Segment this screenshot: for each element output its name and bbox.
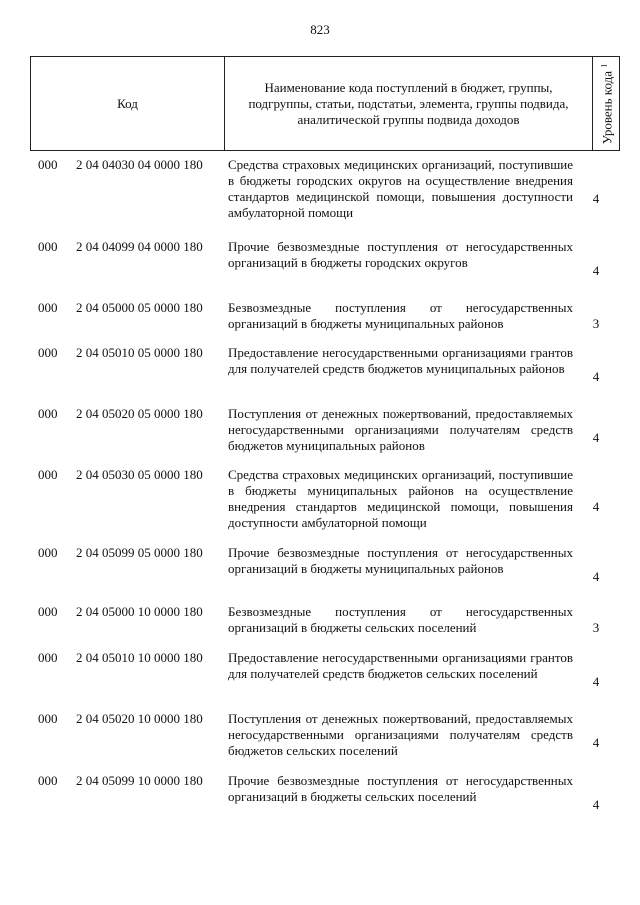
admin-code: 000 <box>38 300 58 315</box>
revenue-code: 2 04 05010 05 0000 180 <box>76 345 203 360</box>
code-level: 4 <box>592 569 600 584</box>
code-level: 4 <box>592 499 600 514</box>
table-header <box>30 56 620 151</box>
revenue-code: 2 04 05020 05 0000 180 <box>76 406 203 421</box>
revenue-code: 2 04 04030 04 0000 180 <box>76 157 203 172</box>
admin-code: 000 <box>38 157 58 172</box>
admin-code: 000 <box>38 711 58 726</box>
revenue-code: 2 04 05099 05 0000 180 <box>76 545 203 560</box>
code-level: 4 <box>592 735 600 750</box>
header-level-label: Уровень кода <box>599 70 615 144</box>
header-name: Наименование кода поступлений в бюджет, группы, подгруппы, статьи, подстатьи, элемента, группы подвида, аналитической группы подвида доходов <box>225 57 593 151</box>
admin-code: 000 <box>38 239 58 254</box>
code-level: 4 <box>592 797 600 812</box>
revenue-description: Предоставление негосударственными организациями грантов для получателей средств бюджетов сельских поселений <box>228 650 573 681</box>
header-level-footnote: 1 <box>599 63 609 68</box>
code-level: 3 <box>592 620 600 635</box>
revenue-code: 2 04 05020 10 0000 180 <box>76 711 203 726</box>
revenue-description: Прочие безвозмездные поступления от негосударственных организаций в бюджеты городских округов <box>228 239 573 270</box>
admin-code: 000 <box>38 406 58 421</box>
revenue-description: Средства страховых медицинских организаций, поступившие в бюджеты муниципальных районов на осуществление внедрения стандартов медицинской помощи, повышения доступности амбулаторной помощи <box>228 467 573 530</box>
revenue-code: 2 04 05099 10 0000 180 <box>76 773 203 788</box>
revenue-description: Предоставление негосударственными организациями грантов для получателей средств бюджетов муниципальных районов <box>228 345 573 376</box>
revenue-code: 2 04 05030 05 0000 180 <box>76 467 203 482</box>
admin-code: 000 <box>38 467 58 482</box>
revenue-code: 2 04 05000 10 0000 180 <box>76 604 203 619</box>
admin-code: 000 <box>38 545 58 560</box>
header-code: Код <box>31 57 225 151</box>
revenue-description: Безвозмездные поступления от негосударственных организаций в бюджеты муниципальных районов <box>228 300 573 331</box>
admin-code: 000 <box>38 773 58 788</box>
revenue-description: Средства страховых медицинских организаций, поступившие в бюджеты городских округов на осуществление внедрения стандартов медицинской помощи, повышения доступности амбулаторной помощи <box>228 157 573 220</box>
revenue-code: 2 04 05010 10 0000 180 <box>76 650 203 665</box>
header-level <box>596 63 615 143</box>
revenue-description: Поступления от денежных пожертвований, предоставляемых негосударственными организациями получателям средств бюджетов сельских поселений <box>228 711 573 758</box>
revenue-description: Поступления от денежных пожертвований, предоставляемых негосударственными организациями получателям средств бюджетов муниципальных районов <box>228 406 573 453</box>
revenue-description: Безвозмездные поступления от негосударственных организаций в бюджеты сельских поселений <box>228 604 573 635</box>
revenue-code: 2 04 05000 05 0000 180 <box>76 300 203 315</box>
header-level-cell <box>593 57 620 151</box>
revenue-description: Прочие безвозмездные поступления от негосударственных организаций в бюджеты сельских поселений <box>228 773 573 804</box>
admin-code: 000 <box>38 604 58 619</box>
code-level: 4 <box>592 369 600 384</box>
code-level: 4 <box>592 191 600 206</box>
code-level: 3 <box>592 316 600 331</box>
revenue-code: 2 04 04099 04 0000 180 <box>76 239 203 254</box>
admin-code: 000 <box>38 650 58 665</box>
code-level: 4 <box>592 430 600 445</box>
admin-code: 000 <box>38 345 58 360</box>
revenue-description: Прочие безвозмездные поступления от негосударственных организаций в бюджеты муниципальных районов <box>228 545 573 576</box>
code-level: 4 <box>592 674 600 689</box>
code-level: 4 <box>592 263 600 278</box>
page-number: 823 <box>310 22 330 37</box>
